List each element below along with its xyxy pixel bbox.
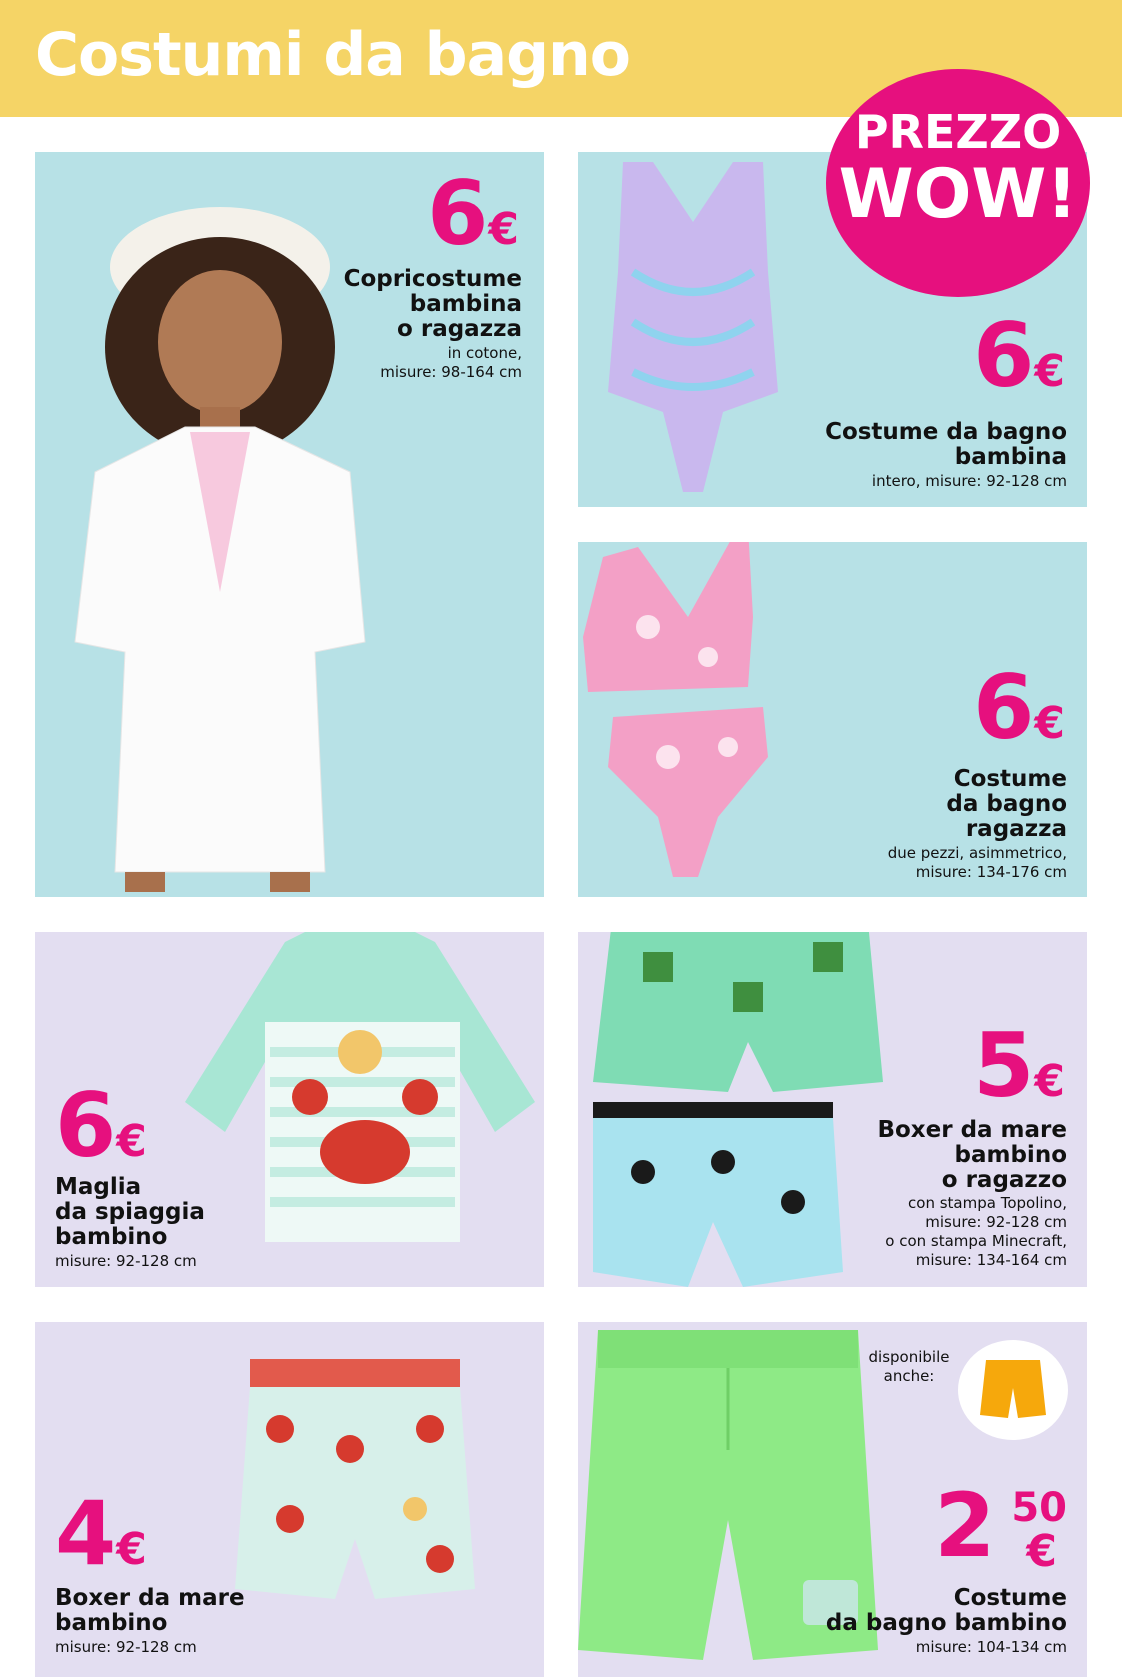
product-name xyxy=(825,420,1067,470)
page-title: Costumi da bagno xyxy=(35,20,630,90)
name-line: da spiaggia xyxy=(55,1199,205,1225)
price-costume-intero xyxy=(973,304,1065,407)
orange-variant-thumbnail xyxy=(958,1340,1068,1440)
product-name xyxy=(344,267,522,342)
product-description xyxy=(872,472,1067,491)
orange-shorts-icon xyxy=(980,1360,1046,1420)
note-line: anche: xyxy=(883,1367,935,1385)
currency-symbol: € xyxy=(1026,1526,1057,1577)
name-line: ragazza xyxy=(965,816,1067,842)
product-description xyxy=(885,1194,1067,1270)
product-boxer-topolino xyxy=(578,932,1087,1287)
boxer-minecraft-mickey-photo xyxy=(583,932,883,1287)
swimsuit-mermaid-photo xyxy=(593,152,793,492)
price-copricostume xyxy=(427,162,519,265)
prezzo-wow-badge xyxy=(826,69,1090,297)
bikini-floral-photo xyxy=(578,542,818,887)
name-line: bambino xyxy=(55,1224,168,1250)
name-line: bambino xyxy=(954,1142,1067,1168)
price-maglia xyxy=(55,1074,147,1177)
badge-line-2: WOW! xyxy=(838,155,1078,234)
product-description xyxy=(380,344,522,382)
product-boxer-bambino xyxy=(35,1322,544,1677)
currency-symbol: € xyxy=(1034,698,1065,749)
product-name xyxy=(55,1586,245,1636)
price-value: 6 xyxy=(973,656,1035,759)
name-line: bambino xyxy=(55,1610,168,1636)
desc-line: misure: 134-164 cm xyxy=(915,1251,1067,1269)
desc-line: in cotone, xyxy=(447,344,522,362)
name-line: da bagno bambino xyxy=(825,1610,1067,1636)
currency-symbol: € xyxy=(1034,1056,1065,1107)
price-costume-bambino xyxy=(934,1474,1067,1577)
product-copricostume xyxy=(35,152,544,897)
currency-symbol: € xyxy=(116,1524,147,1575)
product-costume-bambino xyxy=(578,1322,1087,1677)
also-available-note xyxy=(864,1348,954,1386)
desc-line: con stampa Topolino, xyxy=(908,1194,1067,1212)
product-costume-due-pezzi xyxy=(578,542,1087,897)
desc-line: o con stampa Minecraft, xyxy=(885,1232,1067,1250)
desc-line: misure: 104-134 cm xyxy=(915,1638,1067,1656)
price-value: 4 xyxy=(55,1482,117,1585)
price-value: 2 xyxy=(934,1474,996,1577)
name-line: Costume xyxy=(953,1585,1067,1611)
product-description xyxy=(916,1638,1067,1657)
desc-line: misure: 92-128 cm xyxy=(55,1252,197,1270)
price-value: 6 xyxy=(973,304,1035,407)
product-name xyxy=(946,767,1067,842)
price-cents: 50 xyxy=(1011,1485,1067,1531)
desc-line: due pezzi, asimmetrico, xyxy=(887,844,1067,862)
girl-coverup-photo xyxy=(55,172,385,892)
product-maglia xyxy=(35,932,544,1287)
product-description xyxy=(55,1638,197,1657)
name-line: Maglia xyxy=(55,1174,142,1200)
product-name xyxy=(877,1118,1067,1193)
desc-line: misure: 92-128 cm xyxy=(925,1213,1067,1231)
desc-line: misure: 98-164 cm xyxy=(380,363,522,381)
name-line: Costume xyxy=(953,766,1067,792)
name-line: bambina xyxy=(409,291,522,317)
currency-symbol: € xyxy=(488,204,519,255)
name-line: da bagno xyxy=(946,791,1067,817)
name-line: Boxer da mare xyxy=(55,1585,245,1611)
badge-line-1: PREZZO xyxy=(854,105,1062,159)
price-boxer-topolino xyxy=(973,1014,1065,1117)
price-value: 6 xyxy=(55,1074,117,1177)
product-description xyxy=(55,1252,197,1271)
currency-symbol: € xyxy=(1034,346,1065,397)
name-line: Copricostume xyxy=(343,266,522,292)
currency-symbol: € xyxy=(116,1116,147,1167)
lobster-rashguard-photo xyxy=(175,932,544,1262)
name-line: o ragazzo xyxy=(941,1167,1067,1193)
price-boxer-bambino xyxy=(55,1482,147,1585)
product-name xyxy=(55,1175,205,1250)
desc-line: misure: 92-128 cm xyxy=(55,1638,197,1656)
product-name xyxy=(826,1586,1067,1636)
name-line: bambina xyxy=(954,444,1067,470)
price-value: 5 xyxy=(973,1014,1035,1117)
name-line: Costume da bagno xyxy=(825,419,1067,445)
product-description xyxy=(888,844,1067,882)
name-line: o ragazza xyxy=(397,316,522,342)
price-costume-due-pezzi xyxy=(973,656,1065,759)
note-line: disponibile xyxy=(868,1348,950,1366)
boxer-lobster-photo xyxy=(230,1359,480,1609)
price-value: 6 xyxy=(427,162,489,265)
desc-line: intero, misure: 92-128 cm xyxy=(871,472,1067,490)
desc-line: misure: 134-176 cm xyxy=(915,863,1067,881)
name-line: Boxer da mare xyxy=(877,1117,1067,1143)
